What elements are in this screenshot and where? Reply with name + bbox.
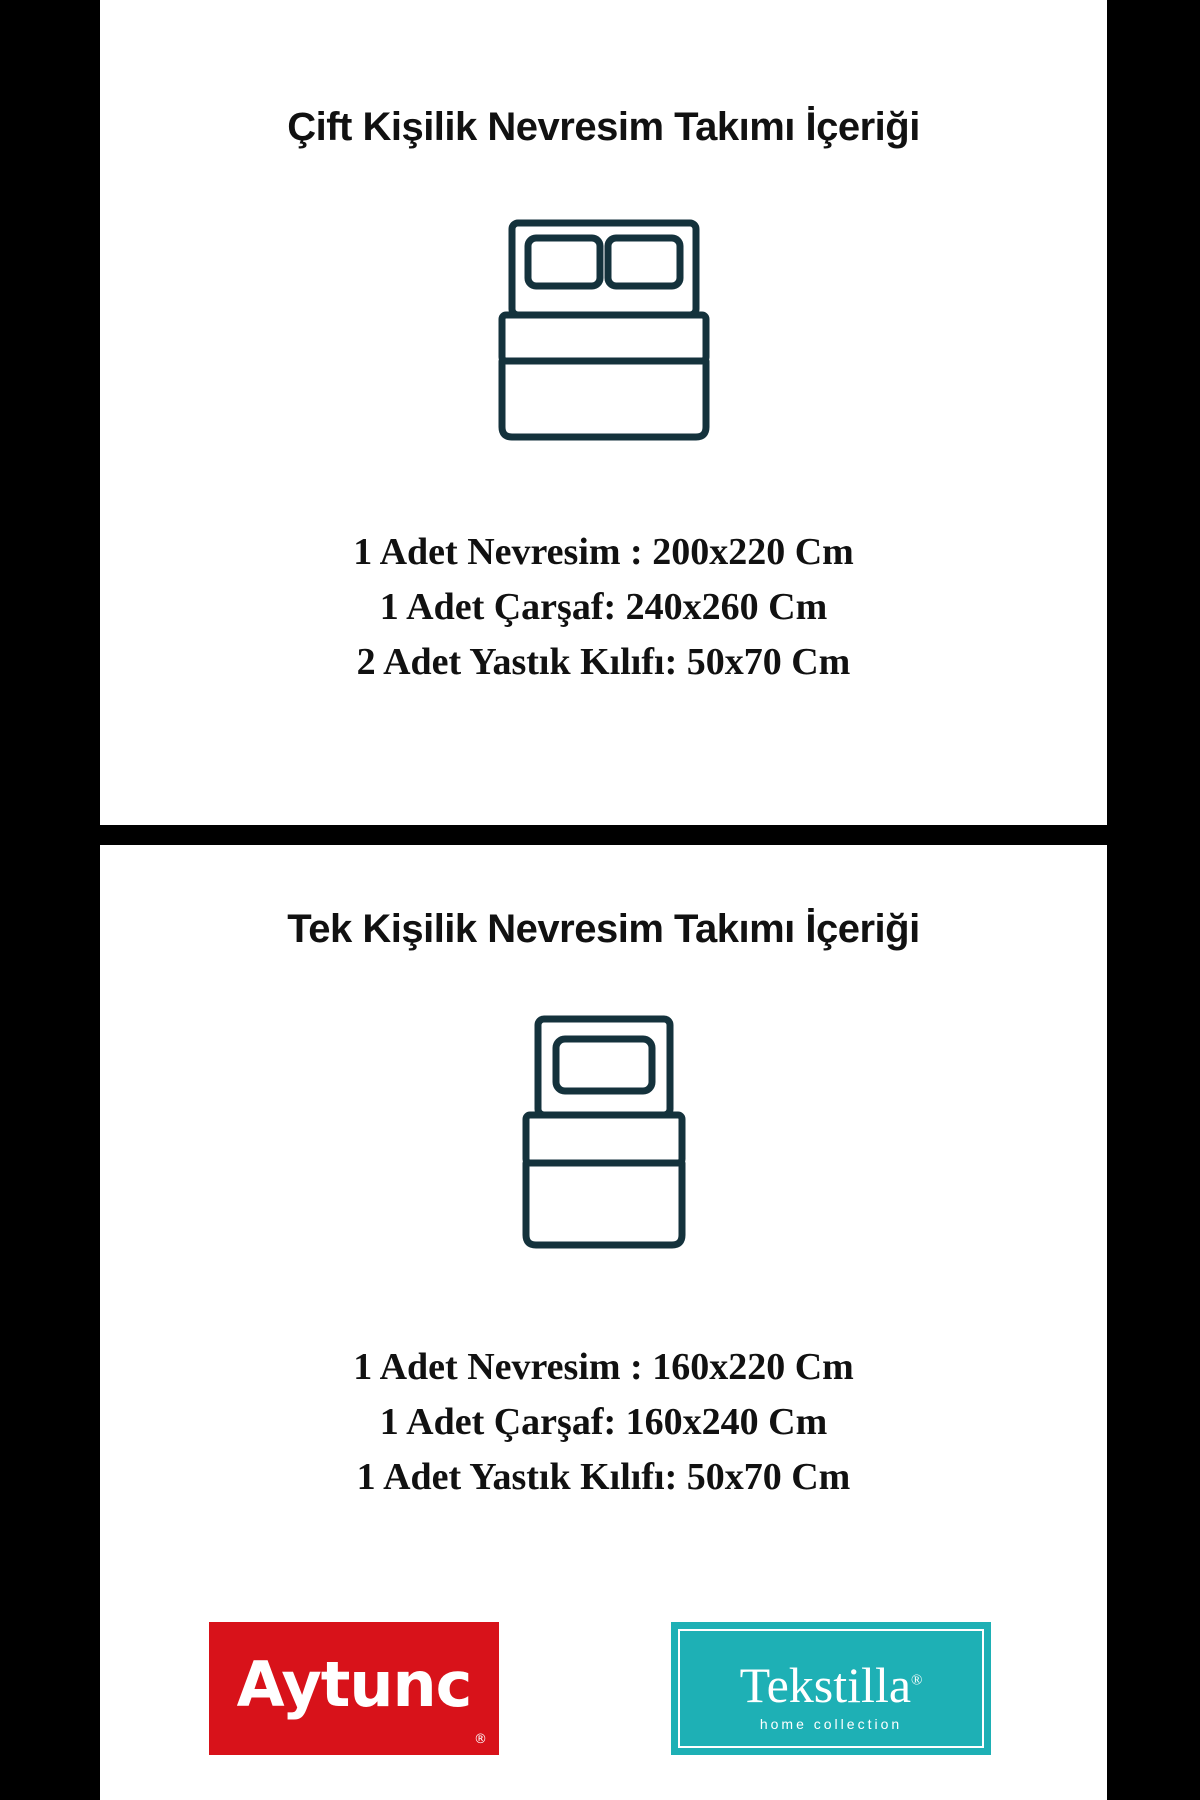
- tekstilla-registered-mark: ®: [911, 1671, 923, 1688]
- tekstilla-tagline: home collection: [759, 1715, 903, 1732]
- double-bed-line-2: 1 Adet Çarşaf: 240x260 Cm: [379, 586, 828, 629]
- single-bed-line-2: 1 Adet Çarşaf: 160x240 Cm: [379, 1401, 828, 1444]
- double-bed-line-1: 1 Adet Nevresim : 200x220 Cm: [353, 531, 854, 573]
- aytunc-logo: [209, 1622, 499, 1755]
- panel-divider-left-notch: [0, 825, 100, 845]
- panel-divider: [100, 825, 1107, 845]
- tekstilla-logo-text: Tekstilla: [739, 1656, 912, 1713]
- tekstilla-logo: [671, 1622, 991, 1755]
- single-bed-line-1: 1 Adet Nevresim : 160x220 Cm: [353, 1346, 854, 1388]
- double-bed-title: Çift Kişilik Nevresim Takımı İçeriği: [287, 105, 920, 149]
- logo-row: [100, 1622, 1107, 1762]
- aytunc-logo-text: Aytunc: [236, 1648, 472, 1721]
- tekstilla-logo-text-wrap: [740, 1656, 923, 1714]
- double-bed-icon: [100, 205, 1107, 450]
- double-bed-contents-list: [100, 525, 1107, 690]
- single-bed-title: Tek Kişilik Nevresim Takımı İçeriği: [287, 907, 920, 951]
- single-bed-icon: [100, 1005, 1107, 1260]
- aytunc-registered-mark: ®: [474, 1732, 487, 1747]
- double-bed-line-3: 2 Adet Yastık Kılıfı: 50x70 Cm: [356, 641, 851, 684]
- single-bed-line-3: 1 Adet Yastık Kılıfı: 50x70 Cm: [356, 1456, 851, 1499]
- single-bed-contents-list: [100, 1340, 1107, 1505]
